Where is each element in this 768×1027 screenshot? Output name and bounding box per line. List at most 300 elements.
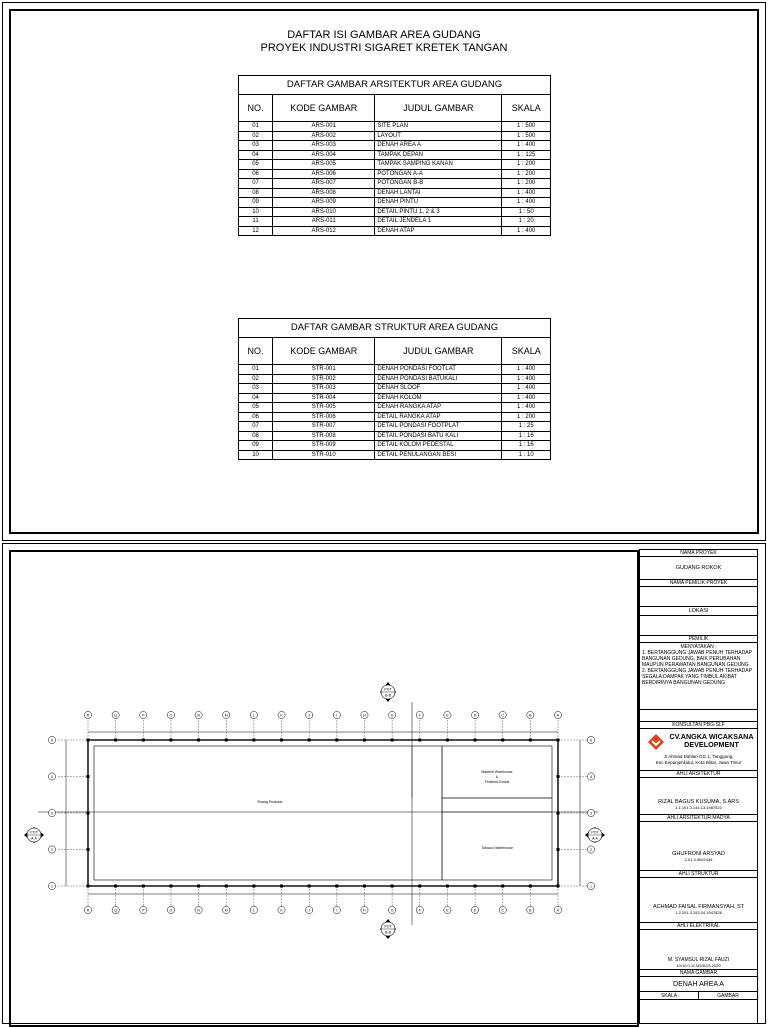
grid-bubble-right [587,773,594,780]
row-judul: DETAIL RANGKA ATAP [375,412,502,422]
row-skala: 1 : 25 [502,422,551,432]
company-name-2: DEVELOPMENT [684,740,739,749]
table-row [239,393,551,403]
table-row [239,198,551,208]
row-skala: 1 : 400 [502,226,551,236]
grid-letter: E [446,713,449,718]
row-skala: 1 : 500 [502,122,551,132]
grid-bubble-bottom [444,906,451,913]
column-marker [335,739,338,742]
grid-letter: M [224,908,228,913]
row-no: 02 [239,374,273,384]
row-kode: STR-002 [273,374,375,384]
row-kode: STR-005 [273,403,375,413]
section-marker-id: B-B [385,930,391,935]
grid-letter: O [169,908,173,913]
grid-bubble-bottom [112,906,119,913]
row-skala: 1 : 200 [502,412,551,422]
grid-bubble-top [499,711,506,718]
column-marker [142,739,145,742]
row-no: 03 [239,384,273,394]
nama-proyek-label: NAMA PROYEK [640,550,757,557]
column-marker [446,739,449,742]
column-marker [391,739,394,742]
grid-bubble-bottom [223,906,230,913]
grid-bubble-left [48,882,55,889]
row-skala: 1 : 400 [502,374,551,384]
row-kode: ARS-012 [273,226,375,236]
column-marker [557,812,560,815]
grid-letter: I [336,908,338,913]
table-row [239,403,551,413]
grid-letter: J [308,713,311,718]
row-no: 02 [239,131,273,141]
grid-bubble-bottom [554,906,561,913]
grid-number: 6 [51,738,53,743]
grid-bubble-bottom [84,906,91,913]
grid-bubble-bottom [278,906,285,913]
grid-number: 2 [590,847,592,852]
row-no: 09 [239,441,273,451]
row-judul: DENAH PINTU [375,198,502,208]
grid-bubble-top [416,711,423,718]
grid-letter: R [86,908,90,913]
row-no: 03 [239,141,273,151]
nama-proyek-value: GUDANG ROKOK [640,557,757,580]
company-logo-icon [647,733,665,751]
grid-letter: R [86,713,90,718]
skala-gambar-row [640,992,757,1000]
grid-bubble-right [587,736,594,743]
column-header-judul: JUDUL GAMBAR [375,338,502,365]
section-marker-right [585,827,605,843]
grid-letter: D [473,908,477,913]
grid-letter: N [197,908,200,913]
table-row [239,450,551,460]
row-no: 10 [239,450,273,460]
row-no: 08 [239,431,273,441]
table-row [239,217,551,227]
statement-2: 2. BERTANGGUNG JAWAB PENUH TERHADAP SEGALA DAMPAK YANG TIMBUL AKIBAT BERDIRINYA BANGUNAN GEDUNG [642,668,752,686]
column-marker [169,739,172,742]
row-kode: ARS-009 [273,198,375,208]
grid-number: 3 [590,811,592,816]
grid-letter: Q [114,713,118,718]
grid-letter: D [473,713,477,718]
statement-1: 1. BERTANGGUNG JAWAB PENUH TERHADAP BANGUNAN GEDUNG, BAIK PERUBAHAN MAUPUN PERAWATAN BANGUNAN GEDUNG [642,650,752,668]
column-marker [197,885,200,888]
grid-bubble-top [140,711,147,718]
column-marker [169,885,172,888]
row-no: 11 [239,217,273,227]
row-judul: DENAH KOLOM [375,393,502,403]
row-no: 01 [239,122,273,132]
row-no: 12 [239,226,273,236]
grid-bubble-bottom [140,906,147,913]
row-judul: DETAIL KOLOM PEDESTAL [375,441,502,451]
column-header-skala: SKALA [502,338,551,365]
row-judul: DENAH PONDASI FOOTLAT [375,365,502,375]
section-marker-top [380,682,396,702]
lokasi-label: LOKASI [640,607,757,616]
row-kode: ARS-004 [273,150,375,160]
room-label-material: Material Warehouse [481,770,513,774]
ahli-elektrikal-name: M. SYAMSUL RIZAL FAUZI [667,957,730,963]
row-skala: 1 : 200 [502,160,551,170]
grid-bubble-top [167,711,174,718]
row-skala: 1 : 400 [502,141,551,151]
row-no: 07 [239,179,273,189]
grid-number: 3 [51,811,53,816]
lokasi-value [640,616,757,636]
grid-letter: K [280,713,283,718]
grid-bubble-top [223,711,230,718]
grid-letter: N [197,713,200,718]
row-skala: 1 : 200 [502,169,551,179]
grid-letter: O [169,713,173,718]
grid-bubble-bottom [361,906,368,913]
grid-bubble-left [48,736,55,743]
column-marker [363,739,366,742]
ahli-arsitektur-no: 1.1.101.3.144.13.1987522 [675,805,722,810]
section-marker-left [24,827,44,843]
pemilik-label: PEMILIK [640,636,757,643]
grid-bubble-bottom [250,906,257,913]
table-row [239,131,551,141]
grid-bubble-top [112,711,119,718]
grid-letter: P [142,908,145,913]
column-marker [114,885,117,888]
ahli-madya-label: AHLI ARSITEKTUR MADYA [640,815,757,822]
building-outline [88,740,558,886]
row-skala: 1 : 400 [502,393,551,403]
gambar-label: GAMBAR [699,992,757,1000]
grid-letter: F [418,908,421,913]
structure-table-caption: DAFTAR GAMBAR STRUKTUR AREA GUDANG [239,319,551,338]
grid-letter: E [446,908,449,913]
row-no: 07 [239,422,273,432]
ahli-struktur-name: ACHMAD FAISAL FIRMANSYAH, ST [652,904,745,910]
row-judul: DETAIL PENULANGAN BESI [375,450,502,460]
grid-letter: Q [114,908,118,913]
grid-number: 4 [51,774,53,779]
grid-letter: A [556,713,560,718]
table-row [239,365,551,375]
ahli-struktur-block [640,878,757,923]
row-kode: ARS-007 [273,179,375,189]
row-skala: 1 : 125 [502,150,551,160]
grid-letter: P [142,713,145,718]
section-marker-id: A-A [592,836,598,841]
column-marker [557,739,560,742]
row-skala: 1 : 16 [502,431,551,441]
column-header-no: NO. [239,338,273,365]
row-kode: ARS-002 [273,131,375,141]
grid-bubble-bottom [167,906,174,913]
row-skala: 1 : 400 [502,198,551,208]
grid-bubble-top [389,711,396,718]
grid-bubble-top [554,711,561,718]
ahli-madya-name: GHUFRONI ARSYAD [672,851,725,857]
skala-label: SKALA [640,992,699,1000]
row-judul: POTONGAN B-B [375,179,502,189]
row-no: 04 [239,393,273,403]
column-marker [87,885,90,888]
table-row [239,169,551,179]
row-kode: ARS-006 [273,169,375,179]
ahli-arsitektur-block [640,778,757,815]
column-marker [87,775,90,778]
row-kode: STR-007 [273,422,375,432]
grid-letter: K [280,908,283,913]
row-no: 01 [239,365,273,375]
table-row [239,374,551,384]
table-row [239,441,551,451]
row-no: 08 [239,188,273,198]
table-row [239,160,551,170]
grid-number: 2 [51,847,53,852]
section-marker-label: POT [384,687,392,692]
column-marker [391,885,394,888]
grid-bubble-left [48,809,55,816]
row-skala: 1 : 20 [502,217,551,227]
row-no: 05 [239,403,273,413]
grid-bubble-top [471,711,478,718]
grid-bubble-bottom [333,906,340,913]
grid-bubble-top [250,711,257,718]
row-judul: DENAH ATAP [375,226,502,236]
section-marker-bottom [380,919,396,939]
column-header-no: NO. [239,95,273,122]
grid-letter: L [252,713,255,718]
column-marker [557,775,560,778]
column-header-judul: JUDUL GAMBAR [375,95,502,122]
row-judul: TAMPAK DEPAN [375,150,502,160]
grid-bubble-bottom [471,906,478,913]
ahli-arsitektur-label: AHLI ARSITEKTUR [640,771,757,778]
row-kode: ARS-005 [273,160,375,170]
grid-bubble-top [195,711,202,718]
grid-letter: M [224,713,228,718]
column-marker [418,739,421,742]
grid-letter: C [501,713,505,718]
company-block [640,729,757,771]
ahli-struktur-label: AHLI STRUKTUR [640,871,757,878]
column-marker [446,885,449,888]
column-marker [87,812,90,815]
column-header-skala: SKALA [502,95,551,122]
grid-bubble-bottom [306,906,313,913]
ahli-arsitektur-name: RIZAL BAGUS KUSUMA, S.ARS [658,799,739,805]
row-kode: STR-006 [273,412,375,422]
row-no: 06 [239,169,273,179]
row-judul: POTONGAN A-A [375,169,502,179]
ahli-madya-no: 2.01.3.0002446 [684,857,713,862]
grid-bubble-top [84,711,91,718]
column-marker [501,739,504,742]
column-marker [280,739,283,742]
company-address-1: Jl.Ahmad Dahlan GG.1, Tanggung, [663,754,734,759]
column-marker [529,739,532,742]
grid-letter: L [252,908,255,913]
grid-letter: G [390,713,394,718]
table-row [239,207,551,217]
table-row [239,384,551,394]
row-skala: 1 : 400 [502,365,551,375]
table-row [239,141,551,151]
column-header-kode: KODE GAMBAR [273,338,375,365]
grid-bubble-top [306,711,313,718]
column-marker [474,885,477,888]
grid-bubble-bottom [527,906,534,913]
row-kode: ARS-003 [273,141,375,151]
konsultan-label: KONSULTAN PBG-SLF [640,722,757,729]
grid-bubble-bottom [389,906,396,913]
ahli-elektrikal-block [640,930,757,970]
row-kode: ARS-001 [273,122,375,132]
row-kode: STR-009 [273,441,375,451]
nama-gambar-value: DENAH AREA A [640,977,757,992]
ahli-struktur-no: 1.2.201.3.153.04.1947826 [675,910,722,915]
column-marker [142,885,145,888]
row-judul: DETAIL JENDELA 1 [375,217,502,227]
row-kode: ARS-008 [273,188,375,198]
row-judul: DETAIL PONDASI BATU KALI [375,431,502,441]
ahli-madya-block [640,822,757,871]
column-header-kode: KODE GAMBAR [273,95,375,122]
company-address-2: Kec.Kepanjenkidul, Kota Blitar, Jawa Timur [655,760,742,765]
title-block [639,549,758,1024]
room-label-finished: Finished Goods [484,780,510,784]
grid-letter: A [556,908,560,913]
row-kode: STR-001 [273,365,375,375]
row-judul: DENAH PONDASI BATUKALI [375,374,502,384]
grid-bubble-bottom [499,906,506,913]
column-marker [529,885,532,888]
column-marker [418,885,421,888]
row-kode: ARS-010 [273,207,375,217]
grid-letter: H [363,908,366,913]
column-marker [363,885,366,888]
row-skala: 1 : 200 [502,179,551,189]
table-row [239,188,551,198]
architecture-drawing-table [238,75,551,236]
column-marker [308,739,311,742]
row-judul: DETAIL PINTU 1, 2 & 3 [375,207,502,217]
grid-number: 1 [51,884,53,889]
column-marker [252,739,255,742]
row-kode: STR-004 [273,393,375,403]
row-skala: 1 : 400 [502,403,551,413]
column-marker [225,885,228,888]
index-title-line2: PROYEK INDUSTRI SIGARET KRETEK TANGAN [260,42,508,54]
grid-letter: B [529,713,532,718]
column-marker [557,848,560,851]
row-judul: TAMPAK SAMPING KANAN [375,160,502,170]
ahli-elektrikal-no: 10/10.0.11.M2/8.03.2020 [676,963,721,968]
grid-bubble-top [361,711,368,718]
column-marker [501,885,504,888]
row-judul: LAYOUT [375,131,502,141]
ahli-elektrikal-label: AHLI ELEKTRIKAL [640,923,757,930]
column-marker [197,739,200,742]
index-title-line1: DAFTAR ISI GAMBAR AREA GUDANG [287,29,481,41]
section-marker-label: POT [591,830,599,835]
row-skala: 1 : 16 [502,441,551,451]
row-kode: ARS-011 [273,217,375,227]
grid-bubble-top [444,711,451,718]
column-marker [114,739,117,742]
room-label-ampersand: & [495,775,499,779]
row-skala: 1 : 400 [502,384,551,394]
grid-bubble-left [48,773,55,780]
company-name-1: CV.ANGKA WICAKSANA [669,732,754,741]
room-label-tobacco: Tobacco Warehouse [481,846,513,850]
grid-number: 4 [590,774,592,779]
menyatakan-label: MENYATAKAN : [680,644,717,650]
grid-bubble-right [587,882,594,889]
column-marker [557,885,560,888]
row-no: 10 [239,207,273,217]
row-skala: 1 : 50 [502,207,551,217]
column-marker [87,848,90,851]
grid-bubble-bottom [416,906,423,913]
column-marker [87,739,90,742]
table-row [239,431,551,441]
nama-gambar-label: NAMA GAMBAR [640,970,757,977]
grid-letter: J [308,908,311,913]
section-marker-id: A-A [31,836,37,841]
pemilik-proyek-value [640,587,757,607]
column-marker [280,885,283,888]
column-marker [252,885,255,888]
table-row [239,179,551,189]
section-marker-label: POT [30,830,38,835]
row-no: 04 [239,150,273,160]
row-judul: DENAH LANTAI [375,188,502,198]
grid-letter: G [390,908,394,913]
table-row [239,422,551,432]
table-row [239,226,551,236]
floor-plan-drawing [8,547,632,1024]
table-row [239,150,551,160]
row-judul: SITE PLAN [375,122,502,132]
grid-bubble-bottom [195,906,202,913]
grid-letter: B [529,908,532,913]
table-row [239,412,551,422]
row-judul: DENAH RANGKA ATAP [375,403,502,413]
column-marker [335,885,338,888]
column-marker [225,739,228,742]
grid-bubble-right [587,846,594,853]
architecture-table-caption: DAFTAR GAMBAR ARSITEKTUR AREA GUDANG [239,76,551,95]
row-skala: 1 : 400 [502,188,551,198]
column-marker [308,885,311,888]
row-skala: 1 : 500 [502,131,551,141]
grid-bubble-top [333,711,340,718]
grid-bubble-left [48,846,55,853]
grid-letter: I [336,713,338,718]
row-kode: STR-010 [273,450,375,460]
room-label-main: Ruang Produksi [257,800,283,804]
row-kode: STR-003 [273,384,375,394]
grid-number: 6 [590,738,592,743]
pemilik-proyek-label: NAMA PEMILIK PROYEK [640,580,757,587]
grid-letter: H [363,713,366,718]
column-marker [474,739,477,742]
section-marker-label: POT [384,924,392,929]
grid-letter: C [501,908,505,913]
